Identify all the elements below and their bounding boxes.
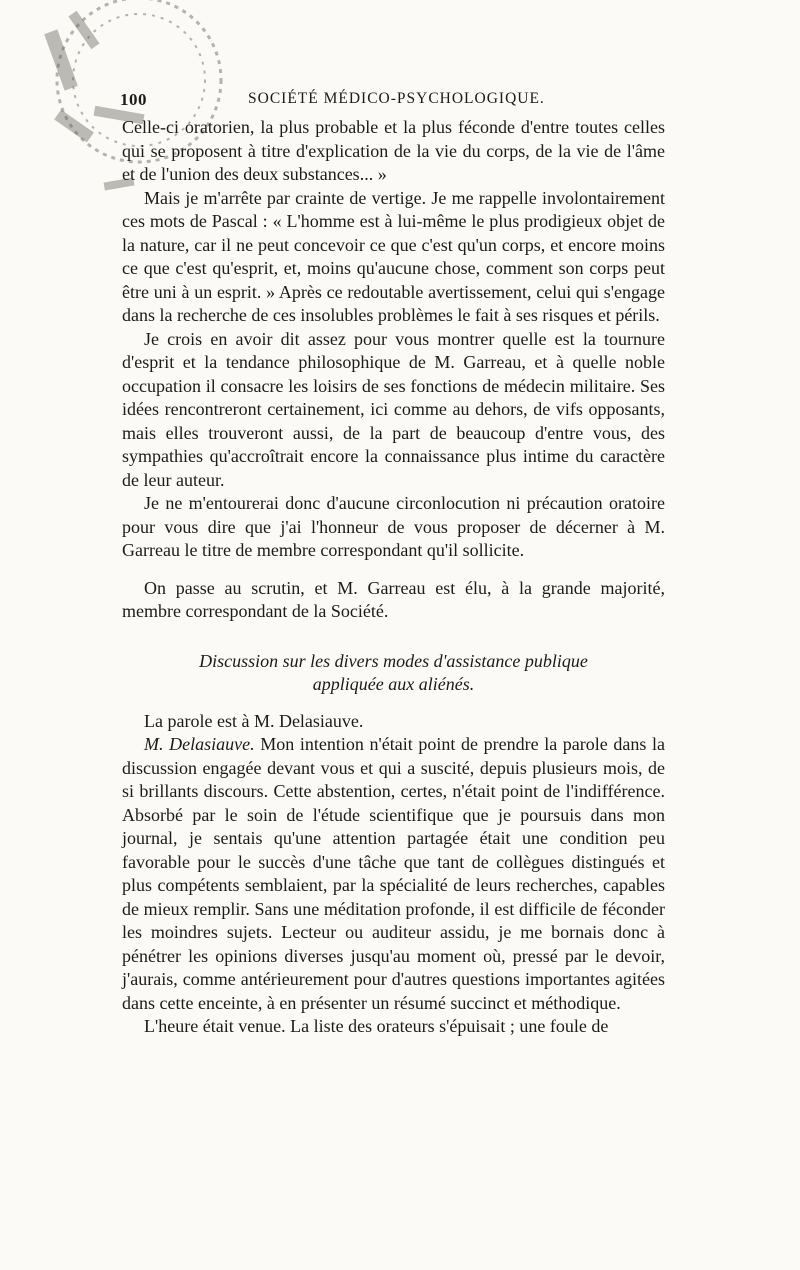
paragraph-7-text: Mon intention n'était point de prendre la parole dans la discussion engagée devant vous et qui a suscité, depuis plusieurs mois, de si brillants discours. Cette abstention, certes, n'était point de l'indifférence. Absorbé par le soin de l'étude scientifique que je poursuis dans mon journal, je sentais qu'une attention partagée était une condition peu favorable pour le succès d'une tâche que tant de collègues distingués et plus compétents semblaient, par la spécialité de leurs recherches, capables de mieux remplir. Sans une méditation profonde, il est difficile de féconder les moindres sujets. Lecteur ou auditeur assidu, je me bornais donc à pénétrer les opinions diverses jusqu'au moment où, pressé par le devoir, j'aurais, comme antérieurement pour d'autres questions importantes agitées dans cette enceinte, à en présenter un résumé succinct et méthodique. <box>122 734 666 1013</box>
paragraph-2: Mais je m'arrête par crainte de vertige. Je me rappelle involontairement ces mots de Pascal : « L'homme est à lui-même le plus prodigieux objet de la nature, car il ne peut concevoir ce que c'est qu'un corps, et encore moins ce que c'est qu'esprit, et, moins qu'aucune chose, comment son corps peut être uni à un esprit. » Après ce redoutable avertissement, celui qui s'engage dans la recherche de ces insolubles problèmes le fait à ses risques et périls. <box>122 187 665 325</box>
paragraph-8: L'heure était venue. La liste des orateurs s'épuisait ; une foule de <box>144 1016 609 1036</box>
paragraph-1: Celle-ci oratorien, la plus probable et la plus féconde d'entre toutes celles qui se proposent à titre d'explication de la vie du corps, de la vie de l'âme et de l'union des deux substances... » <box>122 117 665 184</box>
paragraph-7 <box>122 733 665 1015</box>
paragraph-4: Je ne m'entourerai donc d'aucune circonlocution ni précaution oratoire pour vous dire que j'ai l'honneur de vous proposer de décerner à M. Garreau le titre de membre correspondant qu'il sollicite. <box>122 493 665 560</box>
speaker-name: M. Delasiauve. <box>144 734 255 754</box>
page-header <box>120 90 665 112</box>
section-heading-line-1: Discussion sur les divers modes d'assistance publique <box>199 650 588 671</box>
section-heading-line-2: appliquée aux aliénés. <box>312 673 475 694</box>
paragraph-5: On passe au scrutin, et M. Garreau est élu, à la grande majorité, membre correspondant de la Société. <box>122 577 665 621</box>
page-body <box>122 116 665 1039</box>
page-number: 100 <box>120 90 147 109</box>
paragraph-3: Je crois en avoir dit assez pour vous montrer quelle est la tournure d'esprit et la tendance philosophique de M. Garreau, et à quelle noble occupation il consacre les loisirs de ses fonctions de médecin militaire. Ses idées rencontreront certainement, ici comme au dehors, de vifs opposants, mais elles trouveront aussi, de la part de beaucoup d'entre vous, des sympathies qu'accroîtrait encore la connaissance plus intime du caractère de leur auteur. <box>122 328 665 490</box>
paragraph-6: La parole est à M. Delasiauve. <box>144 710 364 731</box>
running-title: SOCIÉTÉ MÉDICO-PSYCHOLOGIQUE. <box>248 90 545 107</box>
